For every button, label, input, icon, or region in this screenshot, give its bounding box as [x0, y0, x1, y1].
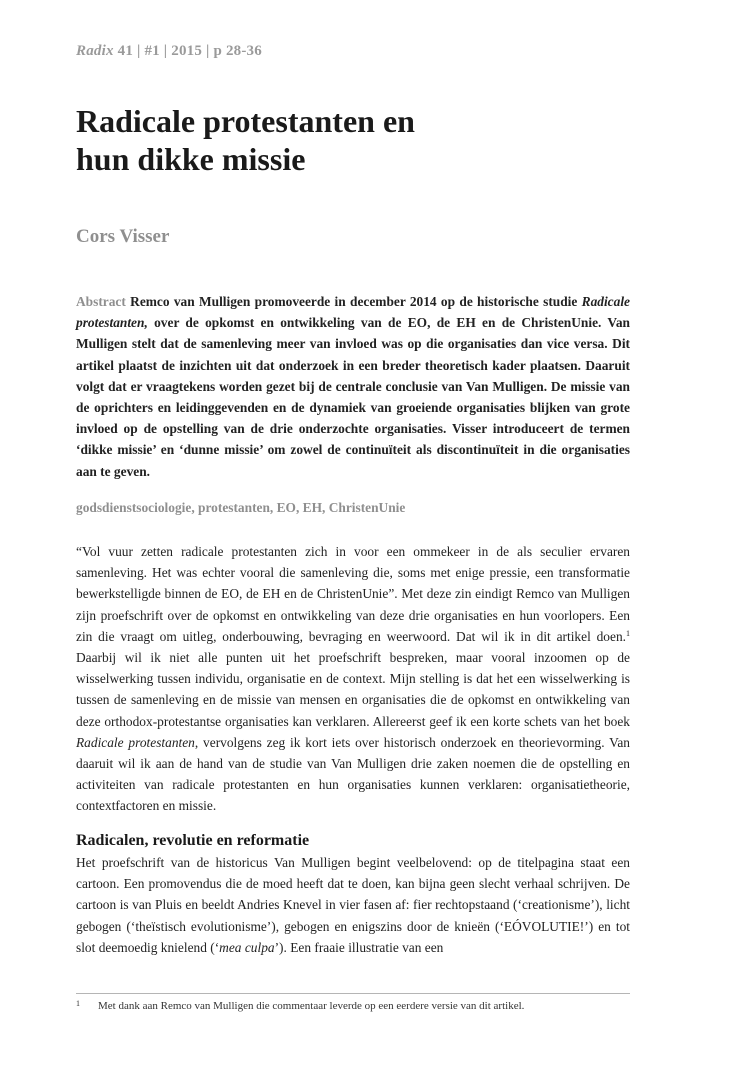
section-paragraph [76, 852, 630, 958]
article-title [76, 102, 596, 178]
author-name: Cors Visser [76, 226, 170, 247]
keywords: godsdienstsociologie, protestanten, EO, EH, ChristenUnie [76, 500, 406, 515]
running-head [76, 43, 262, 60]
intro-text-1: “Vol vuur zetten radicale protestanten zich in voor een ommekeer in de als seculier ervaren samenleving. Het was echter vooral die samenleving die, soms met enige pressie, een transformatie bewerkstelligde binnen de EO, de EH en de ChristenUnie”. Met deze zin eindigt Remco van Mulligen zijn proefschrift over de opkomst en ontwikkeling van deze drie organisaties en hun voorlopers. Een zin die vraagt om uitleg, onderbouwing, bevraging en weerwoord. Dat wil ik in dit artikel doen. [76, 544, 630, 644]
intro-book-title: Radicale protestanten [76, 734, 195, 750]
issue-info: 41 | #1 | 2015 | p 28-36 [113, 43, 262, 59]
intro-text-2: Daarbij wil ik niet alle punten uit het proefschrift bespreken, maar vooral inzoomen op de wisselwerking tussen individu, organisatie en de context. Mijn stelling is dat het een wisselwerking is tussen de samenleving en de missie van mensen en organisaties die de opkomst en ontwikkeling van deze orthodox-protestantse organisaties kan verklaren. Allereerst geef ik een korte schets van het boek [76, 650, 630, 729]
section-heading: Radicalen, revolutie en reformatie [76, 832, 310, 849]
footnote-number: 1 [76, 999, 80, 1008]
intro-paragraph [76, 541, 630, 817]
title-line-1: Radicale protestanten en [76, 103, 415, 139]
title-line-2: hun dikke missie [76, 141, 306, 177]
intro-text-3: , vervolgens zeg ik kort iets over historisch onderzoek en theorievorming. Van daaruit wil ik aan de hand van de studie van Van Mulligen drie zaken noemen die de opstelling en activiteiten van radicale protestanten en hun organisaties kunnen verklaren: organisatietheorie, contextfactoren en missie. [76, 734, 631, 814]
footnote-divider [76, 993, 630, 994]
abstract-label: Abstract [76, 294, 126, 309]
section-text-1: Het proefschrift van de historicus Van Mulligen begint veelbelovend: op de titelpagina staat een cartoon. Een promovendus die de moed heeft dat te doen, kan bijna geen slecht verhaal schrijven. De cartoon is van Pluis en beeldt Andries Knevel in vier fasen af: fier rechtopstaand (‘creationisme’), licht gebogen (‘theïstisch evolutionisme’), gebogen en enigszins door de knieën (‘EÓVOLUTIE!’) en tot slot deemoedig knielend (‘ [76, 855, 630, 955]
footnote-text: Met dank aan Remco van Mulligen die commentaar leverde op een eerdere versie van dit artikel. [98, 1000, 525, 1012]
footnote-reference[interactable]: 1 [626, 628, 630, 638]
abstract-text-2: over de opkomst en ontwikkeling van de EO, de EH en de ChristenUnie. Van Mulligen stelt dat de samenleving meer van invloed was op die organisaties dan vice versa. Dit artikel plaatst de inzichten uit dat onderzoek in een breder theoretisch kader plaatsen. Daaruit volgt dat er vraagtekens worden gezet bij de centrale conclusie van Van Mulligen. De missie van de oprichters en leidinggevenden en de dynamiek van groeiende organisaties blijken van grote invloed op de opstelling van de drie onderzochte organisaties. Visser introduceert de termen ‘dikke missie’ en ‘dunne missie’ om zowel de continuïteit als discontinuïteit in die organisaties aan te geven. [76, 315, 630, 479]
journal-name: Radix [76, 43, 114, 59]
section-emphasis: mea culpa [219, 939, 275, 955]
footnote [76, 999, 630, 1012]
abstract-text-1: Remco van Mulligen promoveerde in december 2014 op de historische studie [125, 294, 582, 309]
abstract-book-title: Radicale protestanten, [76, 294, 630, 331]
abstract [76, 291, 630, 482]
section-text-2: ’). Een fraaie illustratie van een [274, 939, 444, 955]
